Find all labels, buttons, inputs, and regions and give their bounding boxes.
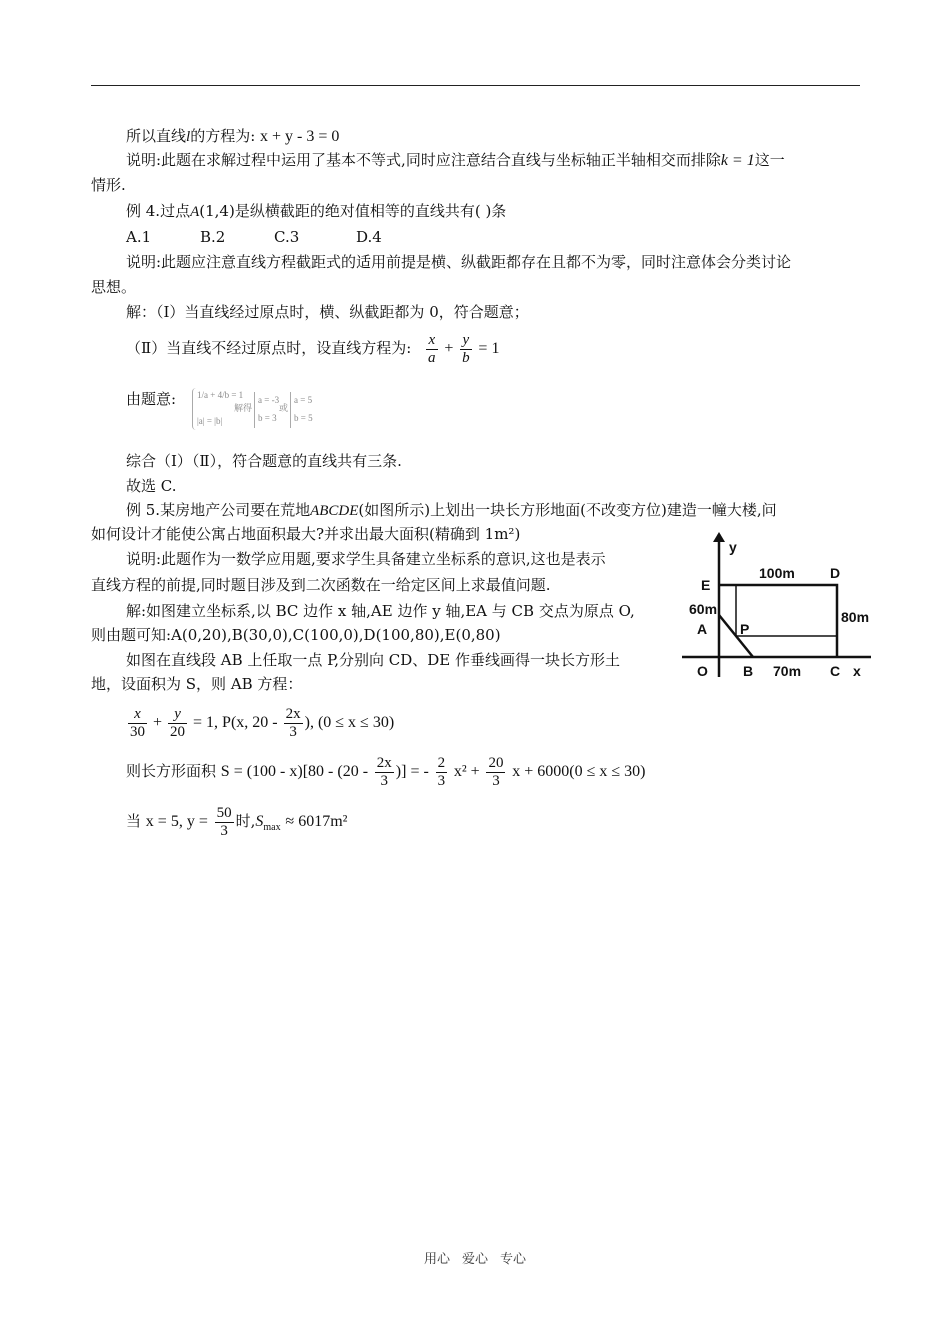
label-p: P — [740, 621, 750, 637]
conclusion-line: 所以直线l的方程为: x + y - 3 = 0 — [126, 127, 340, 145]
header-rule — [91, 85, 860, 86]
bottom-length: 70m — [773, 663, 802, 679]
option-d: D.4 — [356, 228, 382, 246]
example-5-solution-b: 则由题可知:A(0,20),B(30,0),C(100,0),D(100,80),E(0,80) — [91, 626, 501, 644]
example-5-solution-a: 解:如图建立坐标系,以 BC 边作 x 轴,AE 边作 y 轴,EA 与 CB 交点为原点 O, — [126, 602, 635, 620]
label-o: O — [697, 663, 708, 679]
right-length: 80m — [841, 609, 870, 625]
label-b: B — [743, 663, 754, 679]
y-axis-arrow-icon — [713, 532, 725, 542]
note-line-1: 说明:此题在求解过程中运用了基本不等式,同时应注意结合直线与坐标轴正半轴相交而排除k = 1这一 — [126, 151, 785, 169]
condition-label: 由题意: — [126, 390, 177, 408]
equation-system: 1/a + 4/b = 1 |a| = |b| 解得 a = -3 b = 3 或 a = 5 b = 5 — [192, 388, 322, 432]
example-4-note-b: 思想。 — [91, 278, 137, 296]
example-5-question-b: 如何设计才能使公寓占地面积最大?并求出最大面积(精确到 1m²) — [91, 525, 521, 543]
example-5-note-b: 直线方程的前提,同时题目涉及到二次函数在一给定区间上求最值问题. — [91, 576, 551, 594]
area-equation: 则长方形面积 S = (100 - x)[80 - (20 - $\frac{2x}{3}$ )] = - $\frac{2}{3}$ x² + $\frac{20}{3}$ x + 6000(0 ≤ x ≤ 30) — [126, 754, 646, 789]
x-axis-label: x — [853, 663, 861, 679]
solution-answer: 故选 C. — [126, 477, 177, 495]
option-a: A.1 — [126, 228, 152, 246]
max-area-result: 当 x = 5, y = $\frac{50}{3}$ 时$,S_{max} \approx 6017m^2$ — [126, 804, 348, 839]
solution-case-1: 解：（Ⅰ）当直线经过原点时，横、纵截距都为 0，符合题意； — [126, 303, 529, 321]
top-length: 100m — [759, 565, 795, 581]
note-line-2: 情形. — [91, 176, 126, 194]
example-4-note-a: 说明:此题应注意直线方程截距式的适用前提是横、纵截距都存在且都不为零，同时注意体会分类讨论 — [126, 253, 792, 271]
example-5-note-a: 说明:此题作为一数学应用题,要求学生具备建立坐标系的意识,这也是表示 — [126, 550, 606, 568]
example-4-options — [126, 227, 382, 247]
label-c: C — [830, 663, 841, 679]
option-b: B.2 — [200, 228, 226, 246]
page-footer: 用心 爱心 专心 — [423, 1252, 527, 1267]
land-plot-figure — [677, 530, 873, 682]
example-5-solution-c: 如图在直线段 AB 上任取一点 P,分别向 CD、DE 作垂线画得一块长方形土 — [126, 651, 620, 669]
solution-summary: 综合（Ⅰ）（Ⅱ），符合题意的直线共有三条. — [126, 452, 402, 470]
label-a: A — [697, 621, 708, 637]
y-axis-label: y — [729, 539, 737, 555]
example-5-solution-d: 地，设面积为 S，则 AB 方程： — [91, 675, 303, 693]
left-length: 60m — [689, 601, 718, 617]
example-5-question-a: 例 5.某房地产公司要在荒地ABCDE(如图所示)上划出一块长方形地面(不改变方位)建造一幢大楼,问 — [126, 501, 777, 519]
solution-case-2: （Ⅱ）当直线不经过原点时，设直线方程为: $\frac{x}{a}$ + $\frac{y}{b}$ = 1 — [126, 331, 500, 366]
example-4-question: 例 4.过点A(1,4)是纵横截距的绝对值相等的直线共有( )条 — [126, 202, 507, 220]
ab-equation: $\frac{x}{30}$ + $\frac{y}{20}$ = 1, P(x, 20 - $\frac{2x}{3}$ ), (0 ≤ x ≤ 30) — [130, 705, 395, 740]
label-d: D — [830, 565, 841, 581]
option-c: C.3 — [274, 228, 300, 246]
label-e: E — [701, 577, 711, 593]
line-equation: x + y - 3 = 0 — [260, 128, 340, 145]
